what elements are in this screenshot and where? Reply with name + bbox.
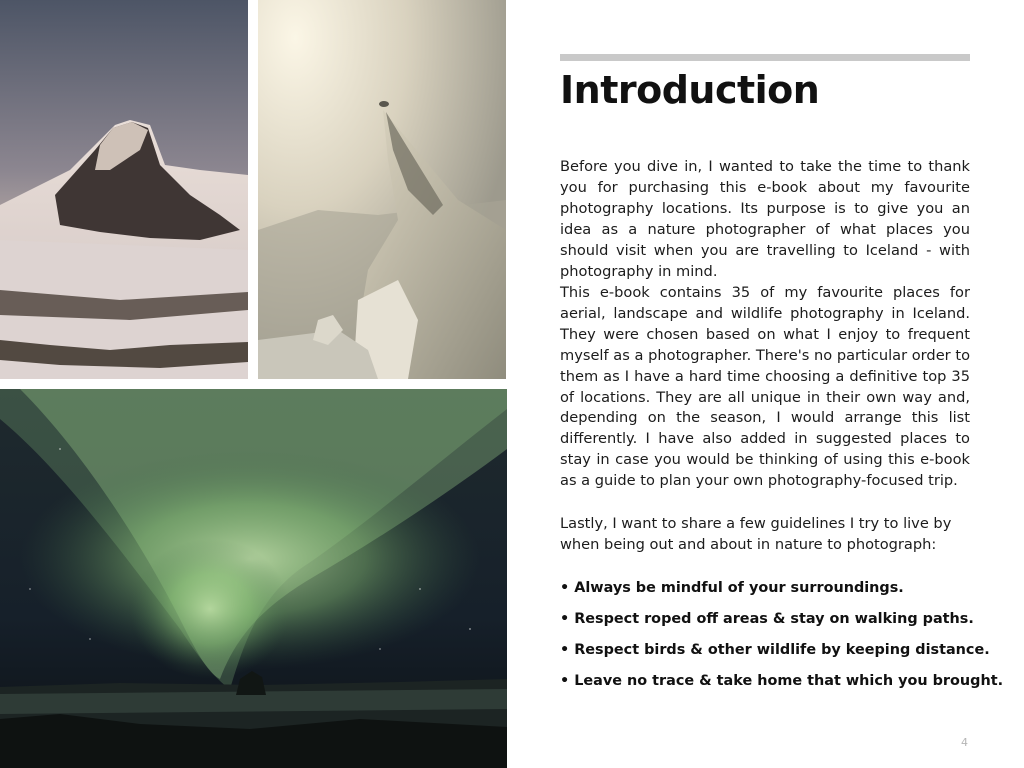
bullet-icon: • bbox=[560, 673, 570, 689]
title-rule bbox=[560, 54, 970, 61]
contents-paragraph: This e-book contains 35 of my favourite places for aerial, landscape and wildlife photography in Iceland. They were chosen based on what I enjoy to frequent myself as a photographer. There's no particular order to them as I have a hard time choosing a definitive top 35 of locations. They are all unique in their own way and, depending on the season, I would arrange this list differently. I have also added in suggested places to stay in case you would be thinking of using this e-book as a guide to plan your own photography-focused trip. bbox=[560, 284, 970, 490]
guideline-item bbox=[560, 640, 990, 671]
guideline-text: Respect roped off areas & stay on walking paths. bbox=[574, 611, 974, 627]
bullet-icon: • bbox=[560, 611, 570, 627]
mountain-photo bbox=[0, 0, 248, 379]
bullet-icon: • bbox=[560, 580, 570, 596]
guideline-text: Always be mindful of your surroundings. bbox=[574, 580, 904, 596]
guideline-text: Leave no trace & take home that which you brought. bbox=[574, 673, 1004, 689]
guideline-item bbox=[560, 609, 990, 640]
intro-paragraph: Before you dive in, I wanted to take the time to thank you for purchasing this e-book about my favourite photography locations. Its purpose is to give you an idea as a nature photographer of what places you should visit when you are travelling to Iceland - with photography in mind. bbox=[560, 158, 970, 280]
guidelines-intro-paragraph: Lastly, I want to share a few guidelines I try to live by when being out and about in nature to photograph: bbox=[560, 515, 952, 553]
bullet-icon: • bbox=[560, 642, 570, 658]
guideline-item bbox=[560, 671, 1004, 702]
guideline-item bbox=[560, 578, 990, 609]
page-number: 4 bbox=[961, 736, 968, 749]
guideline-text: Respect birds & other wildlife by keeping distance. bbox=[574, 642, 990, 658]
ice-formation-photo bbox=[258, 0, 506, 379]
aurora-photo bbox=[0, 389, 507, 768]
guidelines-list bbox=[560, 578, 1004, 702]
page-title: Introduction bbox=[560, 68, 820, 112]
